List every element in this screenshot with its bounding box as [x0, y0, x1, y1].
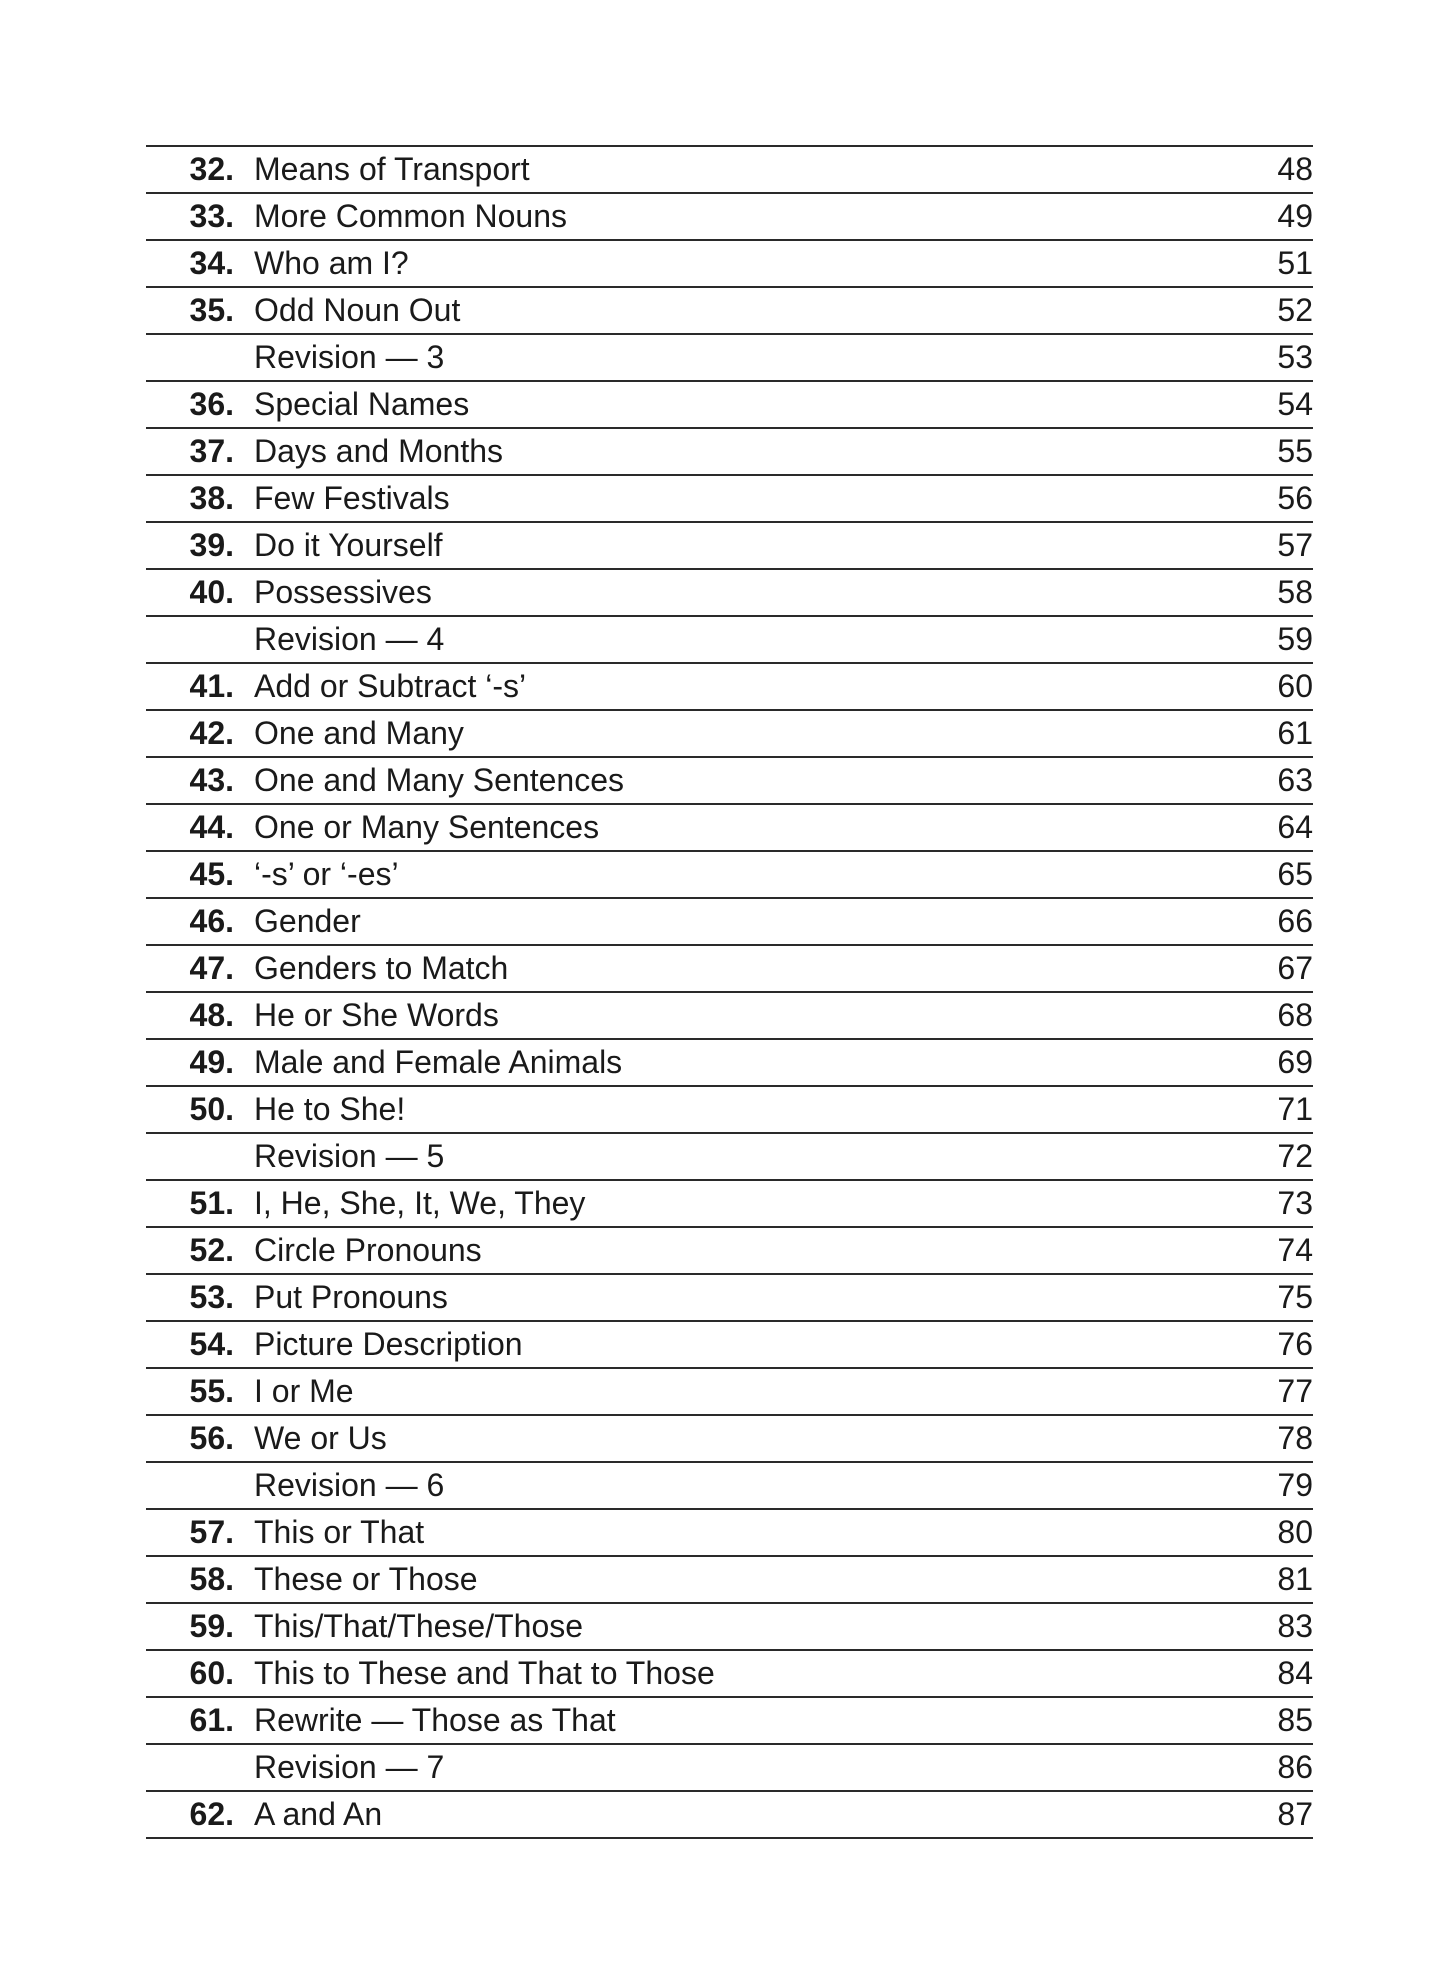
toc-entry-number: 40. [189, 574, 234, 610]
toc-entry-number: 37. [189, 433, 234, 469]
toc-entry-title: Revision — 4 [254, 621, 445, 657]
toc-row [146, 1604, 1313, 1651]
toc-entry-number: 41. [189, 668, 234, 704]
toc-entry-number: 62. [189, 1796, 234, 1832]
toc-entry-page: 74 [1277, 1232, 1313, 1268]
toc-entry-page: 86 [1277, 1749, 1313, 1785]
toc-entry-number: 52. [189, 1232, 234, 1268]
toc-entry-page: 71 [1277, 1091, 1313, 1127]
toc-row [146, 1134, 1313, 1181]
toc-entry-page: 63 [1277, 762, 1313, 798]
toc-entry-page: 79 [1277, 1467, 1313, 1503]
toc-row [146, 476, 1313, 523]
toc-entry-title: Who am I? [254, 245, 409, 281]
toc-entry-title: Special Names [254, 386, 470, 422]
toc-entry-page: 72 [1277, 1138, 1313, 1174]
toc-entry-page: 59 [1277, 621, 1313, 657]
toc-entry-number: 47. [189, 950, 234, 986]
toc-entry-title: More Common Nouns [254, 198, 567, 234]
toc-entry-number: 44. [189, 809, 234, 845]
toc-entry-number: 33. [189, 198, 234, 234]
toc-entry-title: This/That/These/Those [254, 1608, 584, 1644]
toc-row [146, 335, 1313, 382]
toc-row [146, 664, 1313, 711]
toc-entry-title: Revision — 7 [254, 1749, 445, 1785]
toc-entry-page: 68 [1277, 997, 1313, 1033]
toc-entry-title: I or Me [254, 1373, 354, 1409]
toc-row [146, 1181, 1313, 1228]
toc-row [146, 570, 1313, 617]
toc-entry-title: We or Us [254, 1420, 387, 1456]
toc-entry-page: 69 [1277, 1044, 1313, 1080]
toc-entry-page: 51 [1277, 245, 1313, 281]
toc-row [146, 805, 1313, 852]
toc-entry-number: 38. [189, 480, 234, 516]
toc-entry-page: 85 [1277, 1702, 1313, 1738]
toc-row [146, 711, 1313, 758]
toc-entry-number: 55. [189, 1373, 234, 1409]
toc-row [146, 1698, 1313, 1745]
toc-entry-number: 36. [189, 386, 234, 422]
toc-entry-title: One or Many Sentences [254, 809, 600, 845]
toc-entry-page: 81 [1277, 1561, 1313, 1597]
toc-entry-page: 77 [1277, 1373, 1313, 1409]
toc-row [146, 1745, 1313, 1792]
toc-entry-title: ‘-s’ or ‘-es’ [254, 856, 399, 892]
toc-entry-title: Possessives [254, 574, 432, 610]
toc-entry-title: Put Pronouns [254, 1279, 448, 1315]
toc-entry-title: One and Many Sentences [254, 762, 625, 798]
toc-entry-page: 60 [1277, 668, 1313, 704]
toc-entry-page: 73 [1277, 1185, 1313, 1221]
toc-entry-number: 45. [189, 856, 234, 892]
toc-row [146, 382, 1313, 429]
toc-row [146, 1416, 1313, 1463]
toc-entry-page: 49 [1277, 198, 1313, 234]
toc-row [146, 147, 1313, 194]
toc-entry-number: 53. [189, 1279, 234, 1315]
toc-entry-title: Rewrite — Those as That [254, 1702, 616, 1738]
toc-entry-page: 76 [1277, 1326, 1313, 1362]
toc-entry-title: Circle Pronouns [254, 1232, 482, 1268]
toc-row [146, 617, 1313, 664]
toc-entry-page: 84 [1277, 1655, 1313, 1691]
toc-entry-number: 43. [189, 762, 234, 798]
toc-row [146, 1651, 1313, 1698]
toc-entry-title: Revision — 5 [254, 1138, 445, 1174]
toc-entry-page: 65 [1277, 856, 1313, 892]
toc-entry-number: 56. [189, 1420, 234, 1456]
toc-row [146, 1557, 1313, 1604]
toc-entry-page: 53 [1277, 339, 1313, 375]
toc-entry-page: 56 [1277, 480, 1313, 516]
toc-entry-title: Odd Noun Out [254, 292, 461, 328]
toc-entry-page: 67 [1277, 950, 1313, 986]
toc-entry-title: This or That [254, 1514, 425, 1550]
toc-entry-number: 61. [189, 1702, 234, 1738]
toc-entry-number: 50. [189, 1091, 234, 1127]
toc-entry-title: These or Those [254, 1561, 478, 1597]
toc-entry-page: 54 [1277, 386, 1313, 422]
toc-entry-page: 61 [1277, 715, 1313, 751]
toc-entry-title: Revision — 3 [254, 339, 445, 375]
table-of-contents [146, 145, 1313, 1839]
toc-row [146, 1369, 1313, 1416]
toc-entry-number: 42. [189, 715, 234, 751]
toc-entry-title: A and An [254, 1796, 383, 1832]
toc-entry-title: Do it Yourself [254, 527, 443, 563]
toc-row [146, 1463, 1313, 1510]
toc-row [146, 1510, 1313, 1557]
toc-entry-title: He or She Words [254, 997, 499, 1033]
toc-entry-number: 51. [189, 1185, 234, 1221]
toc-entry-page: 57 [1277, 527, 1313, 563]
toc-row [146, 758, 1313, 805]
toc-entry-number: 49. [189, 1044, 234, 1080]
toc-entry-page: 87 [1277, 1796, 1313, 1832]
toc-row [146, 429, 1313, 476]
toc-entry-number: 48. [189, 997, 234, 1033]
toc-entry-number: 32. [189, 151, 234, 187]
toc-entry-number: 59. [189, 1608, 234, 1644]
toc-entry-number: 60. [189, 1655, 234, 1691]
toc-entry-page: 78 [1277, 1420, 1313, 1456]
toc-row [146, 241, 1313, 288]
toc-entry-page: 83 [1277, 1608, 1313, 1644]
toc-entry-number: 35. [189, 292, 234, 328]
toc-row [146, 852, 1313, 899]
toc-entry-title: Add or Subtract ‘-s’ [254, 668, 527, 704]
toc-entry-page: 75 [1277, 1279, 1313, 1315]
toc-row [146, 1228, 1313, 1275]
toc-entry-page: 66 [1277, 903, 1313, 939]
toc-row [146, 1040, 1313, 1087]
toc-row [146, 946, 1313, 993]
toc-entry-page: 64 [1277, 809, 1313, 845]
toc-row [146, 1792, 1313, 1839]
toc-entry-page: 48 [1277, 151, 1313, 187]
toc-entry-title: Means of Transport [254, 151, 530, 187]
toc-entry-title: This to These and That to Those [254, 1655, 715, 1691]
toc-entry-title: Revision — 6 [254, 1467, 445, 1503]
toc-row [146, 523, 1313, 570]
toc-row [146, 1087, 1313, 1134]
toc-entry-page: 55 [1277, 433, 1313, 469]
toc-entry-title: Picture Description [254, 1326, 523, 1362]
toc-entry-page: 58 [1277, 574, 1313, 610]
toc-entry-title: I, He, She, It, We, They [254, 1185, 586, 1221]
toc-entry-title: He to She! [254, 1091, 406, 1127]
toc-entry-title: One and Many [254, 715, 464, 751]
toc-entry-number: 39. [189, 527, 234, 563]
toc-entry-page: 80 [1277, 1514, 1313, 1550]
toc-row [146, 993, 1313, 1040]
toc-entry-page: 52 [1277, 292, 1313, 328]
toc-row [146, 1322, 1313, 1369]
toc-entry-title: Days and Months [254, 433, 504, 469]
toc-entry-title: Gender [254, 903, 361, 939]
toc-row [146, 899, 1313, 946]
toc-entry-number: 54. [189, 1326, 234, 1362]
toc-row [146, 288, 1313, 335]
toc-entry-title: Few Festivals [254, 480, 450, 516]
toc-entry-title: Male and Female Animals [254, 1044, 623, 1080]
toc-row [146, 1275, 1313, 1322]
toc-entry-number: 57. [189, 1514, 234, 1550]
toc-entry-number: 46. [189, 903, 234, 939]
toc-entry-number: 34. [189, 245, 234, 281]
toc-row [146, 194, 1313, 241]
toc-entry-number: 58. [189, 1561, 234, 1597]
toc-entry-title: Genders to Match [254, 950, 509, 986]
